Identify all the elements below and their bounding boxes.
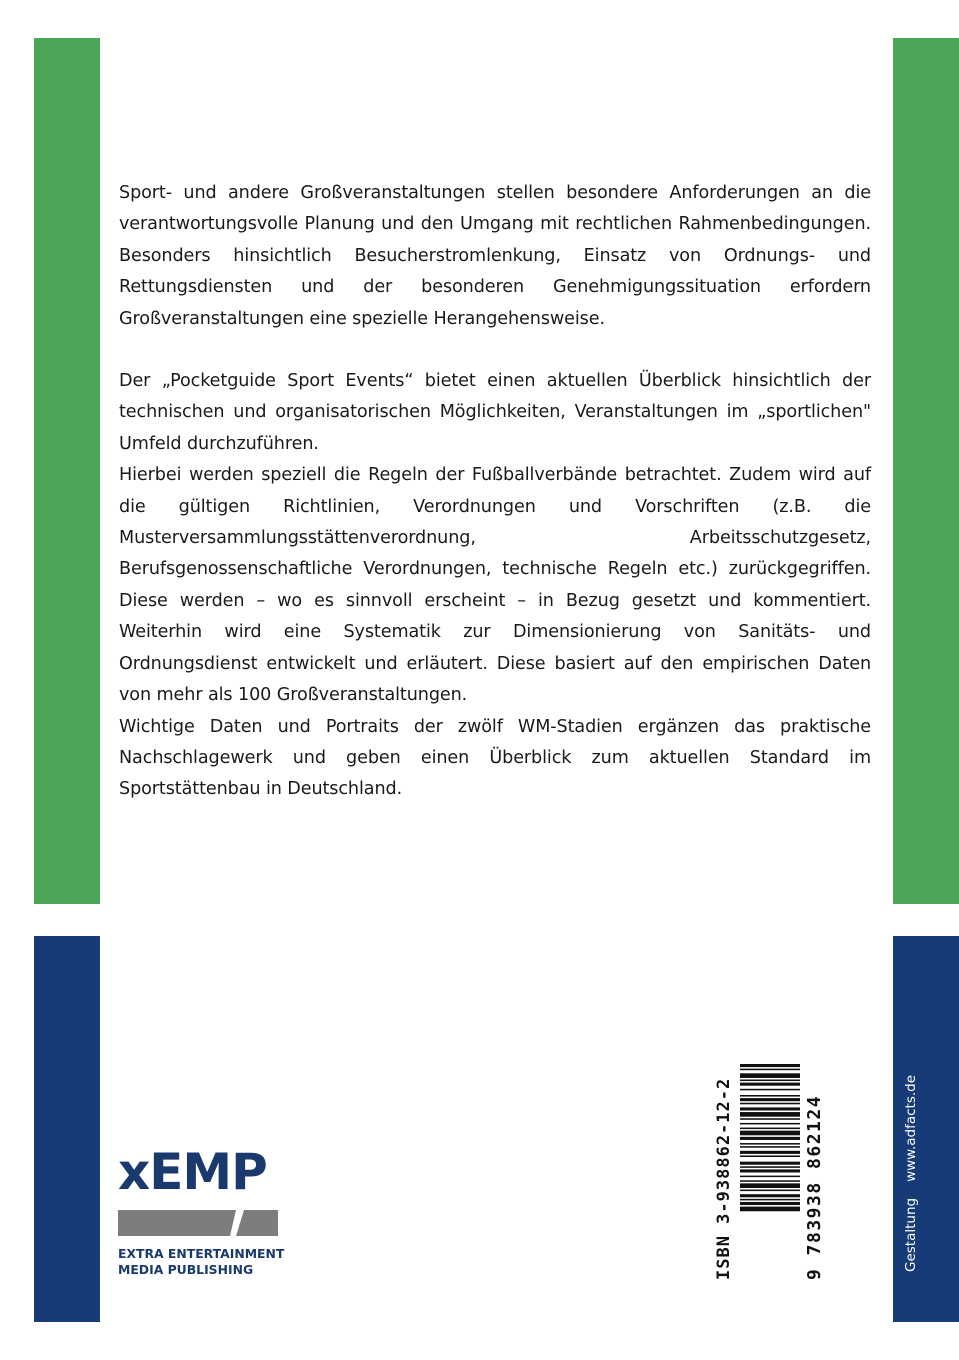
barcode-bar [740,1118,800,1120]
barcode-bar [740,1202,800,1205]
barcode-bar [740,1151,800,1154]
barcode-bar [740,1112,800,1117]
barcode-bar [740,1162,800,1165]
barcode-bar [740,1103,800,1105]
logo-wordmark: xEMP [118,1143,267,1201]
green-side-bar-right [893,38,959,904]
ean-digits: 9 783938 862124 [804,1094,825,1280]
paragraph-intro: Sport- und andere Großveranstaltungen stellen besondere Anforderungen an die verantwortungsvolle Planung und den Umgang mit rechtlichen Rahmenbedingungen. Besonders hinsichtlich Besucherstromlenkung, Einsatz von Ordnungs- und Rettungsdiensten und der besonderen Genehmigungssituation erfordern Großveranstaltungen eine spezielle Herangehensweise. [119,183,871,329]
barcode-bar [740,1098,800,1101]
barcode-bar [740,1155,800,1157]
barcode-bar [740,1137,800,1140]
credit-url[interactable]: www.adfacts.de [903,1074,919,1182]
barcode-bar [740,1199,800,1201]
barcode-bar [740,1207,800,1212]
barcode-bar [740,1095,800,1097]
green-side-bar-left [34,38,100,904]
barcode-bar [740,1180,800,1182]
barcode-bar [740,1083,800,1086]
back-cover-text [119,178,871,806]
logo-tagline-1: EXTRA ENTERTAINMENT [118,1246,285,1261]
barcode-bar [740,1064,800,1067]
barcode-bar [740,1089,800,1091]
isbn-barcode [710,1062,830,1280]
isbn-label: ISBN 3-938862-12-2 [714,1077,734,1280]
barcode-bar [740,1183,800,1188]
barcode-bar [740,1176,800,1178]
barcode-bar [740,1107,800,1110]
barcode-bar [740,1143,800,1145]
barcode-bar [740,1194,800,1197]
barcode-bar [740,1131,800,1136]
barcode-bar [740,1190,800,1192]
blue-side-bar-left [34,936,100,1322]
paragraph-stadiums: Wichtige Daten und Portraits der zwölf WM-Stadien ergänzen das praktische Nachschlagewerk und geben einen Überblick zum aktuellen Standard im Sportstättenbau in Deutschland. [119,716,871,800]
logo-tagline-2: MEDIA PUBLISHING [118,1262,254,1277]
barcode-bar [740,1128,800,1130]
barcode-bar [740,1080,800,1082]
paragraph-regulations: Hierbei werden speziell die Regeln der Fußballverbände betrachtet. Zudem wird auf die gültigen Richtlinien, Verordnungen und Vorschriften (z.B. die Musterversammlungsstättenverordnung, Arbeitsschutzgesetz, Berufsgenossenschaftliche Verordnungen, technische Regeln etc.) zurückgegriffen. Diese werden – wo es sinnvoll erscheint – in Bezug gesetzt und kommentiert. Weiterhin wird eine Systematik zur Dimensionierung von Sanitäts- und Ordnungsdienst entwickelt und erläutert. Diese basiert auf den empirischen Daten von mehr als 100 Großveranstaltungen. [119,465,871,706]
barcode-bar [740,1166,800,1168]
barcode-bar [740,1123,800,1125]
barcode-bar [740,1069,800,1071]
barcode-bar [740,1169,800,1172]
xemp-logo [118,1143,285,1280]
paragraph-overview: Der „Pocketguide Sport Events“ bietet einen aktuellen Überblick hinsichtlich der technischen und organisatorischen Möglichkeiten, Veranstaltungen im „sportlichen" Umfeld durchzuführen. [119,371,871,454]
barcode-bar [740,1146,800,1148]
barcode-bar [740,1073,800,1078]
design-credit [902,1075,920,1272]
credit-label: Gestaltung [903,1197,919,1272]
